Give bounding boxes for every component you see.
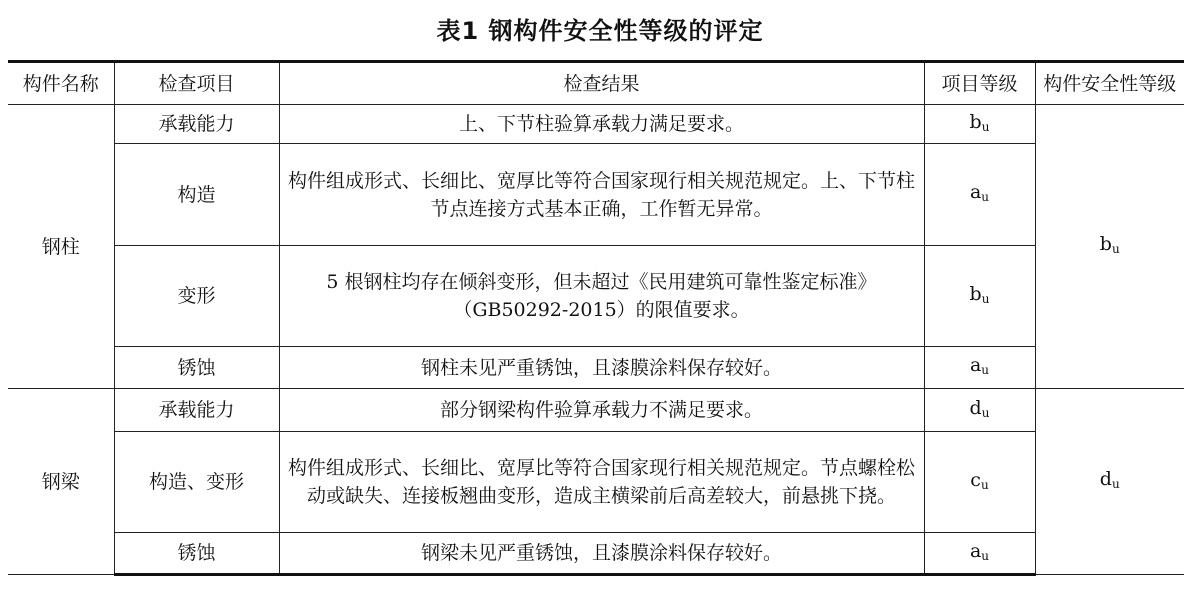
table-row	[8, 246, 1184, 347]
header-check-result: 检查结果	[279, 62, 924, 105]
check-item-cell: 锈蚀	[114, 347, 279, 389]
grade-letter: a	[969, 181, 982, 203]
grade-subscript: u	[981, 548, 990, 563]
table-title: 表1 钢构件安全性等级的评定	[436, 17, 764, 45]
check-result-cell: 钢柱未见严重锈蚀，且漆膜涂料保存较好。	[279, 347, 924, 389]
safety-grade-cell	[1035, 105, 1184, 389]
table-row	[8, 389, 1184, 432]
item-grade-cell	[924, 533, 1035, 575]
item-grade-cell	[924, 105, 1035, 144]
check-item-cell: 承载能力	[114, 105, 279, 144]
check-result-cell: 构件组成形式、长细比、宽厚比等符合国家现行相关规范规定。节点螺栓松动或缺失、连接板翘曲变形，造成主横梁前后高差较大，前悬挑下挠。	[279, 432, 924, 533]
grade-subscript: u	[981, 363, 990, 377]
table-row	[8, 105, 1184, 144]
check-item-cell: 承载能力	[114, 389, 279, 432]
grade-letter: b	[1099, 233, 1112, 255]
grade-letter: a	[969, 354, 982, 376]
header-safety-grade: 构件安全性等级	[1035, 62, 1184, 105]
safety-grade-cell	[1035, 389, 1184, 575]
item-grade-cell	[924, 246, 1035, 347]
grade-subscript: u	[980, 477, 989, 492]
check-result-cell: 上、下节柱验算承载力满足要求。	[279, 105, 924, 144]
grade-subscript: u	[981, 119, 990, 134]
item-grade-cell	[924, 144, 1035, 246]
grade-letter: d	[1099, 468, 1112, 490]
grade-subscript: u	[1111, 242, 1120, 256]
item-grade-cell	[924, 432, 1035, 533]
component-name-cell: 钢梁	[8, 389, 114, 575]
check-item-cell: 构造	[114, 144, 279, 246]
header-check-item: 检查项目	[114, 62, 279, 105]
table-row	[8, 432, 1184, 533]
evaluation-table	[8, 60, 1184, 576]
table-row	[8, 533, 1184, 575]
grade-letter: b	[969, 110, 982, 133]
item-grade-cell	[924, 347, 1035, 389]
grade-subscript: u	[981, 190, 990, 204]
grade-subscript: u	[981, 405, 990, 420]
grade-letter: a	[969, 539, 982, 562]
grade-letter: d	[969, 396, 982, 419]
header-component-name: 构件名称	[8, 62, 114, 105]
check-result-cell: 5 根钢柱均存在倾斜变形，但未超过《民用建筑可靠性鉴定标准》（GB50292-2015）的限值要求。	[279, 246, 924, 347]
grade-subscript: u	[981, 291, 990, 306]
check-item-cell: 构造、变形	[114, 432, 279, 533]
check-item-cell: 锈蚀	[114, 533, 279, 575]
header-row	[8, 62, 1184, 105]
grade-subscript: u	[1111, 477, 1120, 491]
check-result-cell: 部分钢梁构件验算承载力不满足要求。	[279, 389, 924, 432]
check-result-cell: 构件组成形式、长细比、宽厚比等符合国家现行相关规范规定。上、下节柱节点连接方式基本正确，工作暂无异常。	[279, 144, 924, 246]
table-row	[8, 144, 1184, 246]
component-name-cell: 钢柱	[8, 105, 114, 389]
check-result-cell: 钢梁未见严重锈蚀，且漆膜涂料保存较好。	[279, 533, 924, 575]
grade-letter: c	[970, 468, 981, 491]
item-grade-cell	[924, 389, 1035, 432]
check-item-cell: 变形	[114, 246, 279, 347]
table-row	[8, 347, 1184, 389]
header-item-grade: 项目等级	[924, 62, 1035, 105]
grade-letter: b	[969, 282, 982, 305]
